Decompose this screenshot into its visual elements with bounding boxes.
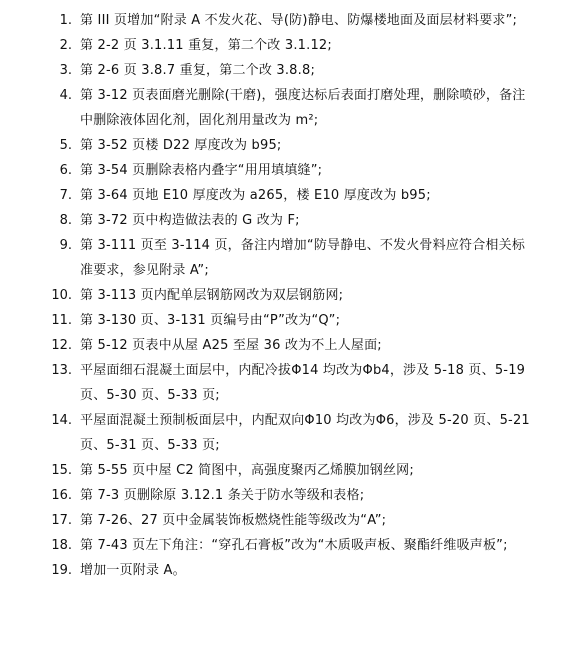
list-item <box>0 208 572 233</box>
list-item <box>0 558 572 583</box>
item-number: 8. <box>59 213 72 228</box>
item-number: 13. <box>51 363 72 378</box>
item-number: 5. <box>59 138 72 153</box>
item-number: 15. <box>51 463 72 478</box>
item-text: 第 5-12 页表中从屋 A25 至屋 36 改为不上人屋面; <box>80 338 382 353</box>
item-text: 第 III 页增加“附录 A 不发火花、导(防)静电、防爆楼地面及面层材料要求”; <box>80 13 518 28</box>
item-number: 17. <box>51 513 72 528</box>
list-item <box>0 33 572 58</box>
list-item <box>0 233 572 283</box>
list-item <box>0 308 572 333</box>
item-text: 第 3-64 页地 E10 厚度改为 a265，楼 E10 厚度改为 b95; <box>80 188 431 203</box>
list-item <box>0 158 572 183</box>
item-number: 19. <box>51 563 72 578</box>
item-text: 平屋面混凝土预制板面层中，内配双向Φ10 均改为Φ6，涉及 5-20 页、5-21 页、5-31 页、5-33 页; <box>80 413 530 453</box>
item-number: 12. <box>51 338 72 353</box>
item-text: 第 3-54 页删除表格内叠字“用用填填缝”; <box>80 163 323 178</box>
list-item <box>0 58 572 83</box>
item-number: 14. <box>51 413 72 428</box>
item-number: 16. <box>51 488 72 503</box>
list-item <box>0 508 572 533</box>
item-text: 第 7-43 页左下角注：“穿孔石膏板”改为“木质吸声板、聚酯纤维吸声板”; <box>80 538 508 553</box>
list-item <box>0 333 572 358</box>
item-text: 第 7-26、27 页中金属装饰板燃烧性能等级改为“A”; <box>80 513 387 528</box>
item-number: 11. <box>51 313 72 328</box>
item-text: 第 3-111 页至 3-114 页，备注内增加“防导静电、不发火骨料应符合相关标准要求，参见附录 A”; <box>80 238 526 278</box>
item-text: 第 3-130 页、3-131 页编号由“P”改为“Q”; <box>80 313 341 328</box>
item-text: 第 7-3 页删除原 3.12.1 条关于防水等级和表格; <box>80 488 365 503</box>
item-number: 7. <box>59 188 72 203</box>
list-item <box>0 283 572 308</box>
item-text: 第 2-2 页 3.1.11 重复，第二个改 3.1.12; <box>80 38 332 53</box>
list-item <box>0 83 572 133</box>
list-item <box>0 408 572 458</box>
item-number: 1. <box>59 13 72 28</box>
item-text: 平屋面细石混凝土面层中，内配冷拔Φ14 均改为Φb4，涉及 5-18 页、5-19 页、5-30 页、5-33 页; <box>80 363 526 403</box>
item-text: 第 5-55 页中屋 C2 简图中，高强度聚丙乙烯膜加钢丝网; <box>80 463 414 478</box>
item-number: 6. <box>59 163 72 178</box>
item-number: 9. <box>59 238 72 253</box>
list-item <box>0 483 572 508</box>
item-number: 18. <box>51 538 72 553</box>
item-number: 2. <box>59 38 72 53</box>
item-number: 3. <box>59 63 72 78</box>
item-number: 4. <box>59 88 72 103</box>
list-item <box>0 533 572 558</box>
item-text: 第 3-72 页中构造做法表的 G 改为 F; <box>80 213 300 228</box>
list-item <box>0 183 572 208</box>
list-item <box>0 133 572 158</box>
item-text: 第 3-113 页内配单层钢筋网改为双层钢筋网; <box>80 288 344 303</box>
document-body <box>0 8 572 583</box>
list-item <box>0 8 572 33</box>
item-text: 第 3-12 页表面磨光删除(干磨)，强度达标后表面打磨处理，删除喷砂，备注中删除液体固化剂，固化剂用量改为 m²; <box>80 88 526 128</box>
item-number: 10. <box>51 288 72 303</box>
list-item <box>0 458 572 483</box>
item-text: 第 2-6 页 3.8.7 重复，第二个改 3.8.8; <box>80 63 316 78</box>
item-text: 增加一页附录 A。 <box>80 563 186 578</box>
list-item <box>0 358 572 408</box>
item-text: 第 3-52 页楼 D22 厚度改为 b95; <box>80 138 282 153</box>
